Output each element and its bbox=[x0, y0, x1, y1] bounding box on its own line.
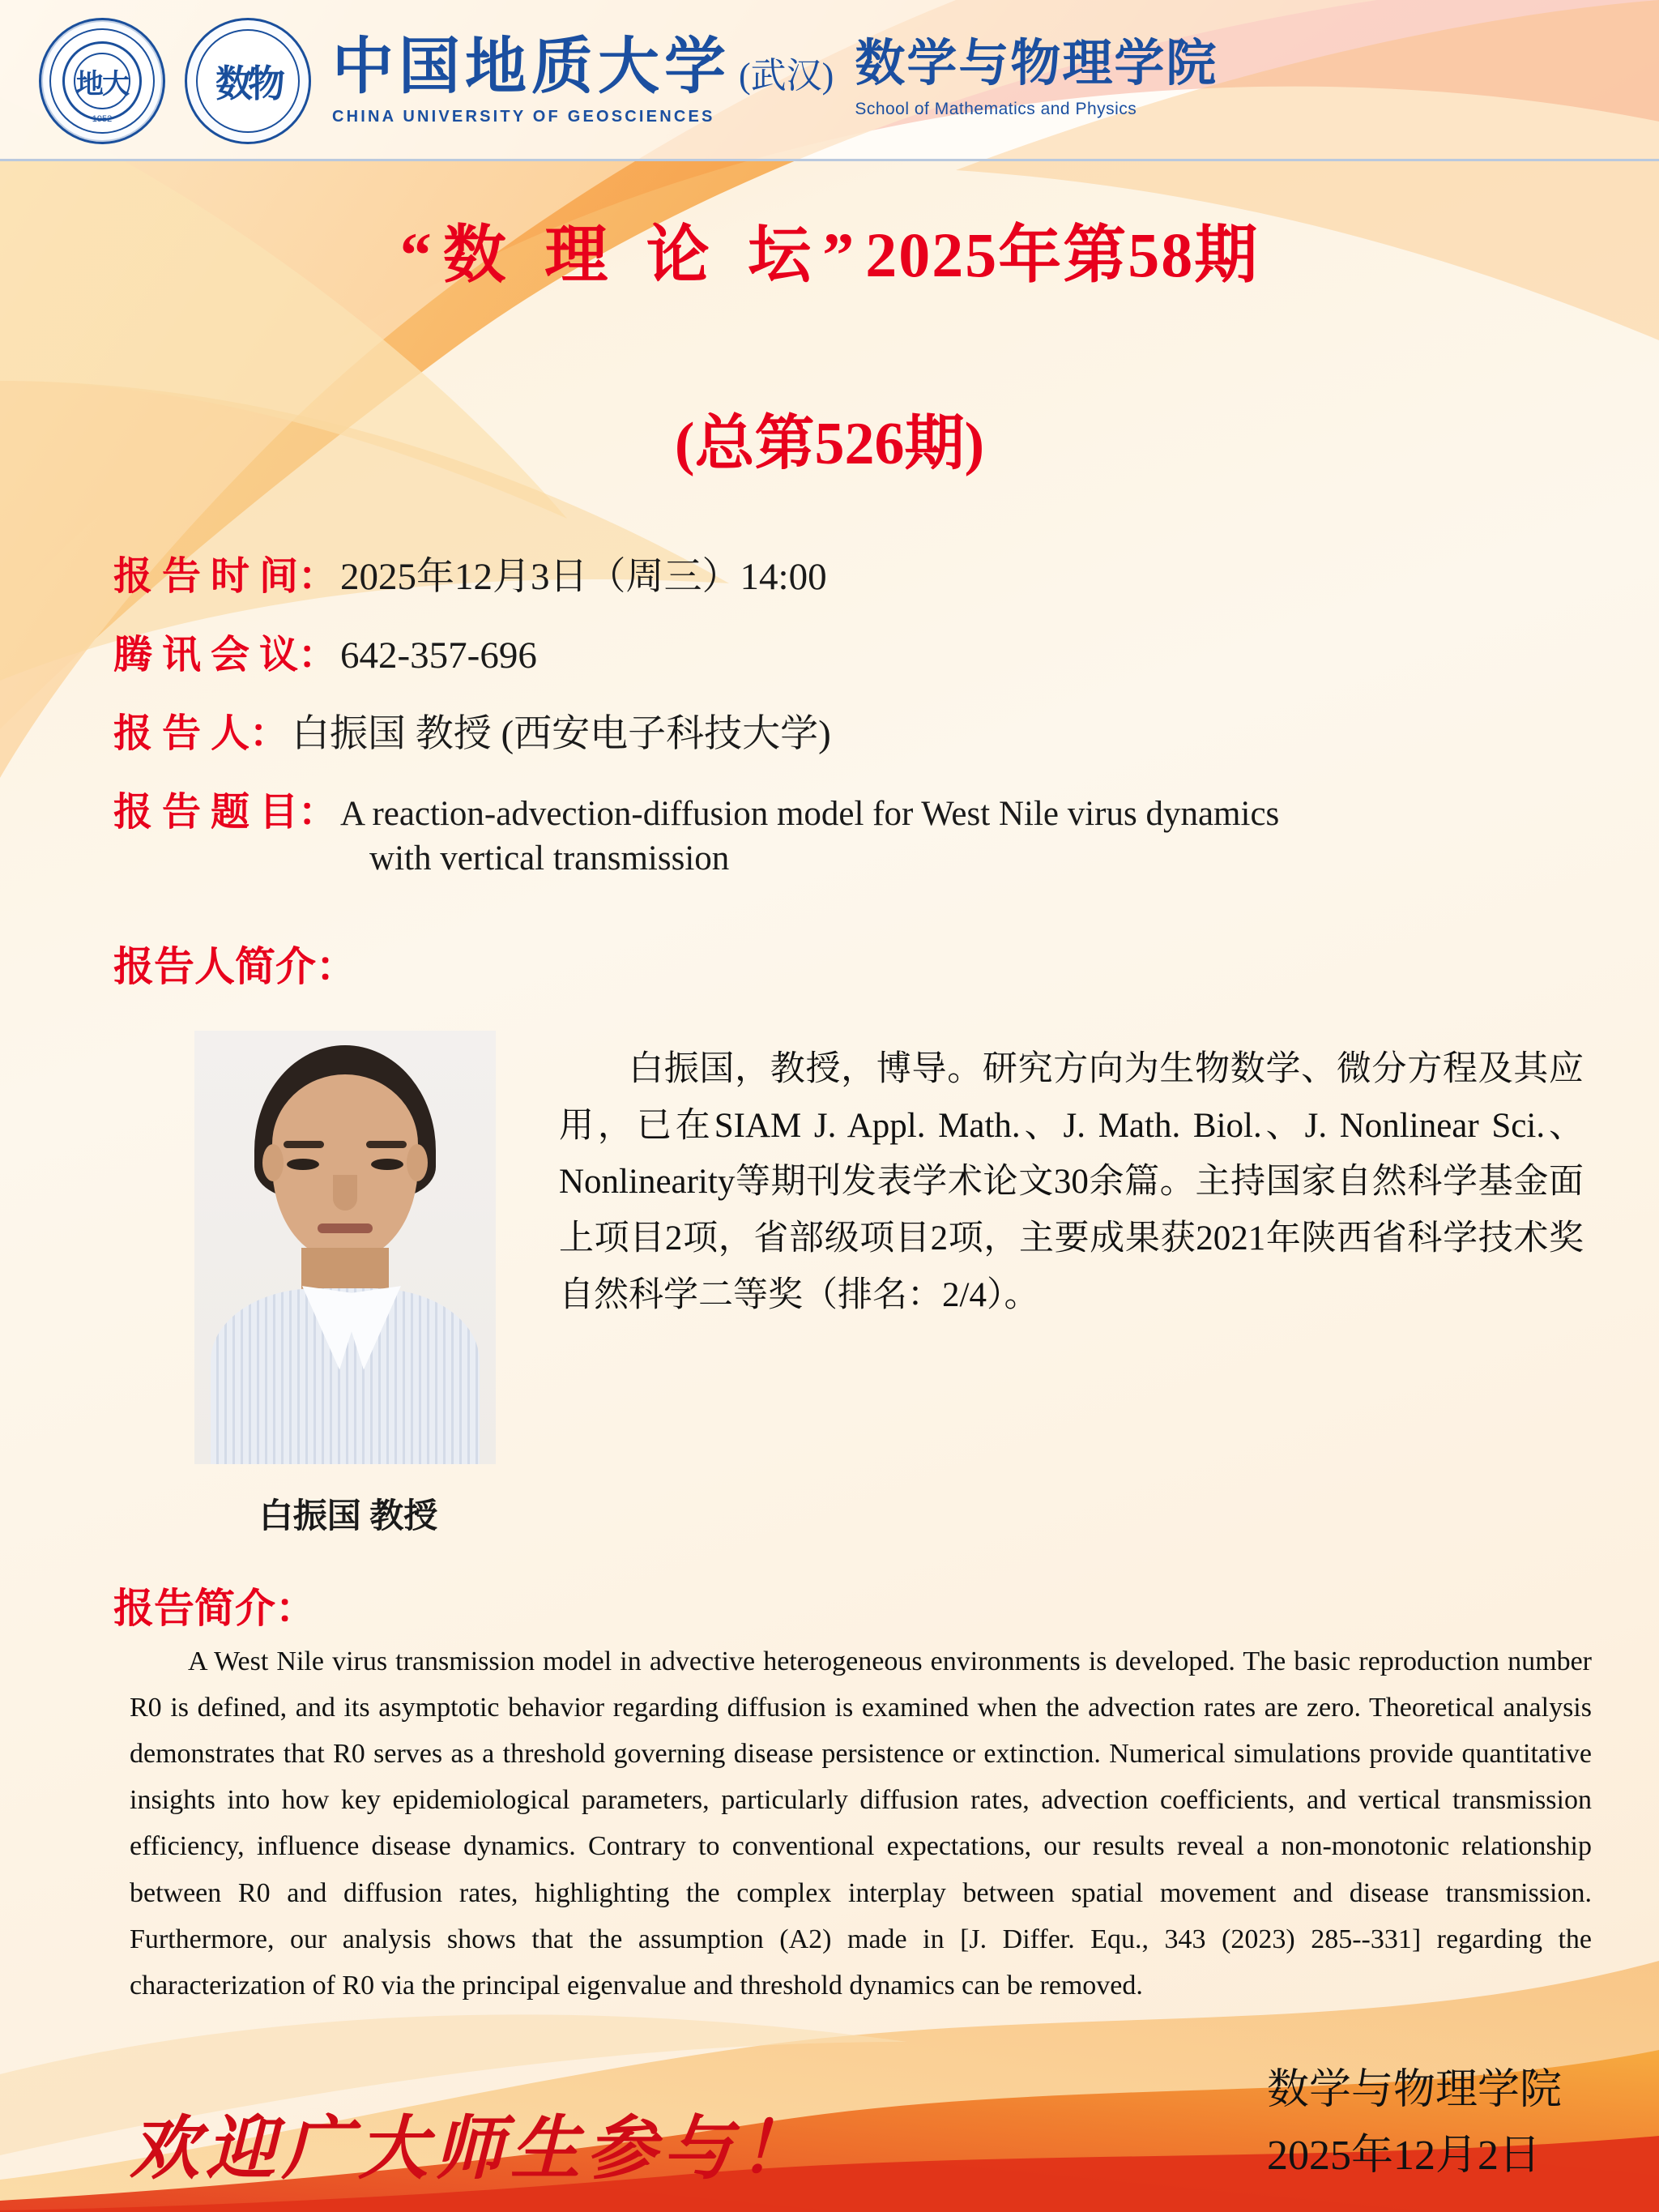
school-name-cn: 数学与物理学院 bbox=[855, 36, 1218, 92]
portrait-caption: 白振国 教授 bbox=[258, 1498, 438, 1535]
school-name-block bbox=[855, 36, 1218, 124]
school-seal-glyph: 数物 bbox=[215, 63, 280, 105]
info-row-speaker bbox=[113, 702, 1572, 758]
university-name-en: CHINA UNIVERSITY OF GEOSCIENCES bbox=[332, 107, 715, 126]
info-row-time bbox=[113, 544, 1572, 600]
topic-label: 报 告 题 目： bbox=[113, 791, 338, 834]
signature-date: 2025年12月2日 bbox=[1266, 2132, 1541, 2179]
time-label: 报 告 时 间： bbox=[113, 555, 338, 598]
event-info-list bbox=[113, 544, 1572, 903]
bio-heading: 报告人简介： bbox=[113, 944, 356, 989]
speaker-label: 报 告 人： bbox=[113, 712, 289, 755]
meeting-label: 腾 讯 会 议： bbox=[113, 634, 338, 677]
speaker-value: 白振国 教授 (西安电子科技大学) bbox=[292, 713, 831, 755]
time-value: 2025年12月3日（周三）14:00 bbox=[340, 556, 827, 598]
seal-year: 1952 bbox=[92, 114, 113, 124]
page-title bbox=[0, 204, 1659, 295]
university-name-cn: 中国地质大学 bbox=[332, 32, 731, 101]
topic-line-1: A reaction-advection-diffusion model for West Nile virus dynamics bbox=[340, 795, 1280, 833]
forum-name: “数 理 论 坛” bbox=[399, 220, 866, 290]
seal-core-text: 地大 bbox=[74, 53, 130, 109]
university-name-block bbox=[332, 32, 834, 126]
info-row-topic bbox=[113, 780, 1572, 881]
topic-line-2: with vertical transmission bbox=[369, 839, 730, 878]
meeting-id-value: 642-357-696 bbox=[340, 634, 537, 677]
abstract-heading: 报告简介： bbox=[113, 1586, 316, 1631]
info-row-meeting bbox=[113, 623, 1572, 679]
school-name-en: School of Mathematics and Physics bbox=[855, 99, 1137, 118]
forum-issue: 2025年第58期 bbox=[865, 220, 1260, 290]
signature-organization: 数学与物理学院 bbox=[1266, 2067, 1562, 2113]
abstract-text: A West Nile virus transmission model in advective heterogeneous environments is developed. The basic reproduction number R0 is defined, and its asymptotic behavior regarding diffusion is examined when the advection rates are zero. Theoretical analysis demonstrates that R0 serves as a threshold governing disease persistence or extinction. Numerical simulations provide quantitative insights into how key epidemiological parameters, particularly diffusion rates, advection coefficients, and vertical transmission efficiency, influence disease dynamics. Contrary to conventional expectations, our results reveal a non-monotonic relationship between R0 and diffusion rates, highlighting the complex interplay between spatial movement and disease transmission. Furthermore, our analysis shows that the assumption (A2) made in [J. Differ. Equ., 343 (2023) 285--331] regarding the characterization of R0 via the principal eigenvalue and threshold dynamics can be removed. bbox=[130, 1646, 1592, 2001]
bio-text: 白振国，教授，博导。研究方向为生物数学、微分方程及其应用，已在SIAM J. Appl. Math.、J. Math. Biol.、J. Nonlinear Sci.、Nonlinearity等期刊发表学术论文30余篇。主持国家自然科学基金面上项目2项，省部级项目2项，主要成果获2021年陕西省科学技术奖自然科学二等奖（排名：2/4）。 bbox=[559, 1050, 1584, 1314]
school-seal-icon bbox=[185, 18, 311, 144]
welcome-slogan: 欢迎广大师生参与！ bbox=[130, 2110, 815, 2188]
page-subtitle: (总第526期) bbox=[674, 411, 985, 477]
speaker-portrait bbox=[194, 1031, 496, 1464]
university-city: (武汉) bbox=[739, 55, 834, 96]
signature-block bbox=[1267, 2058, 1562, 2189]
header-divider bbox=[0, 159, 1659, 161]
university-seal-icon bbox=[39, 18, 165, 144]
poster-header bbox=[0, 0, 1659, 162]
